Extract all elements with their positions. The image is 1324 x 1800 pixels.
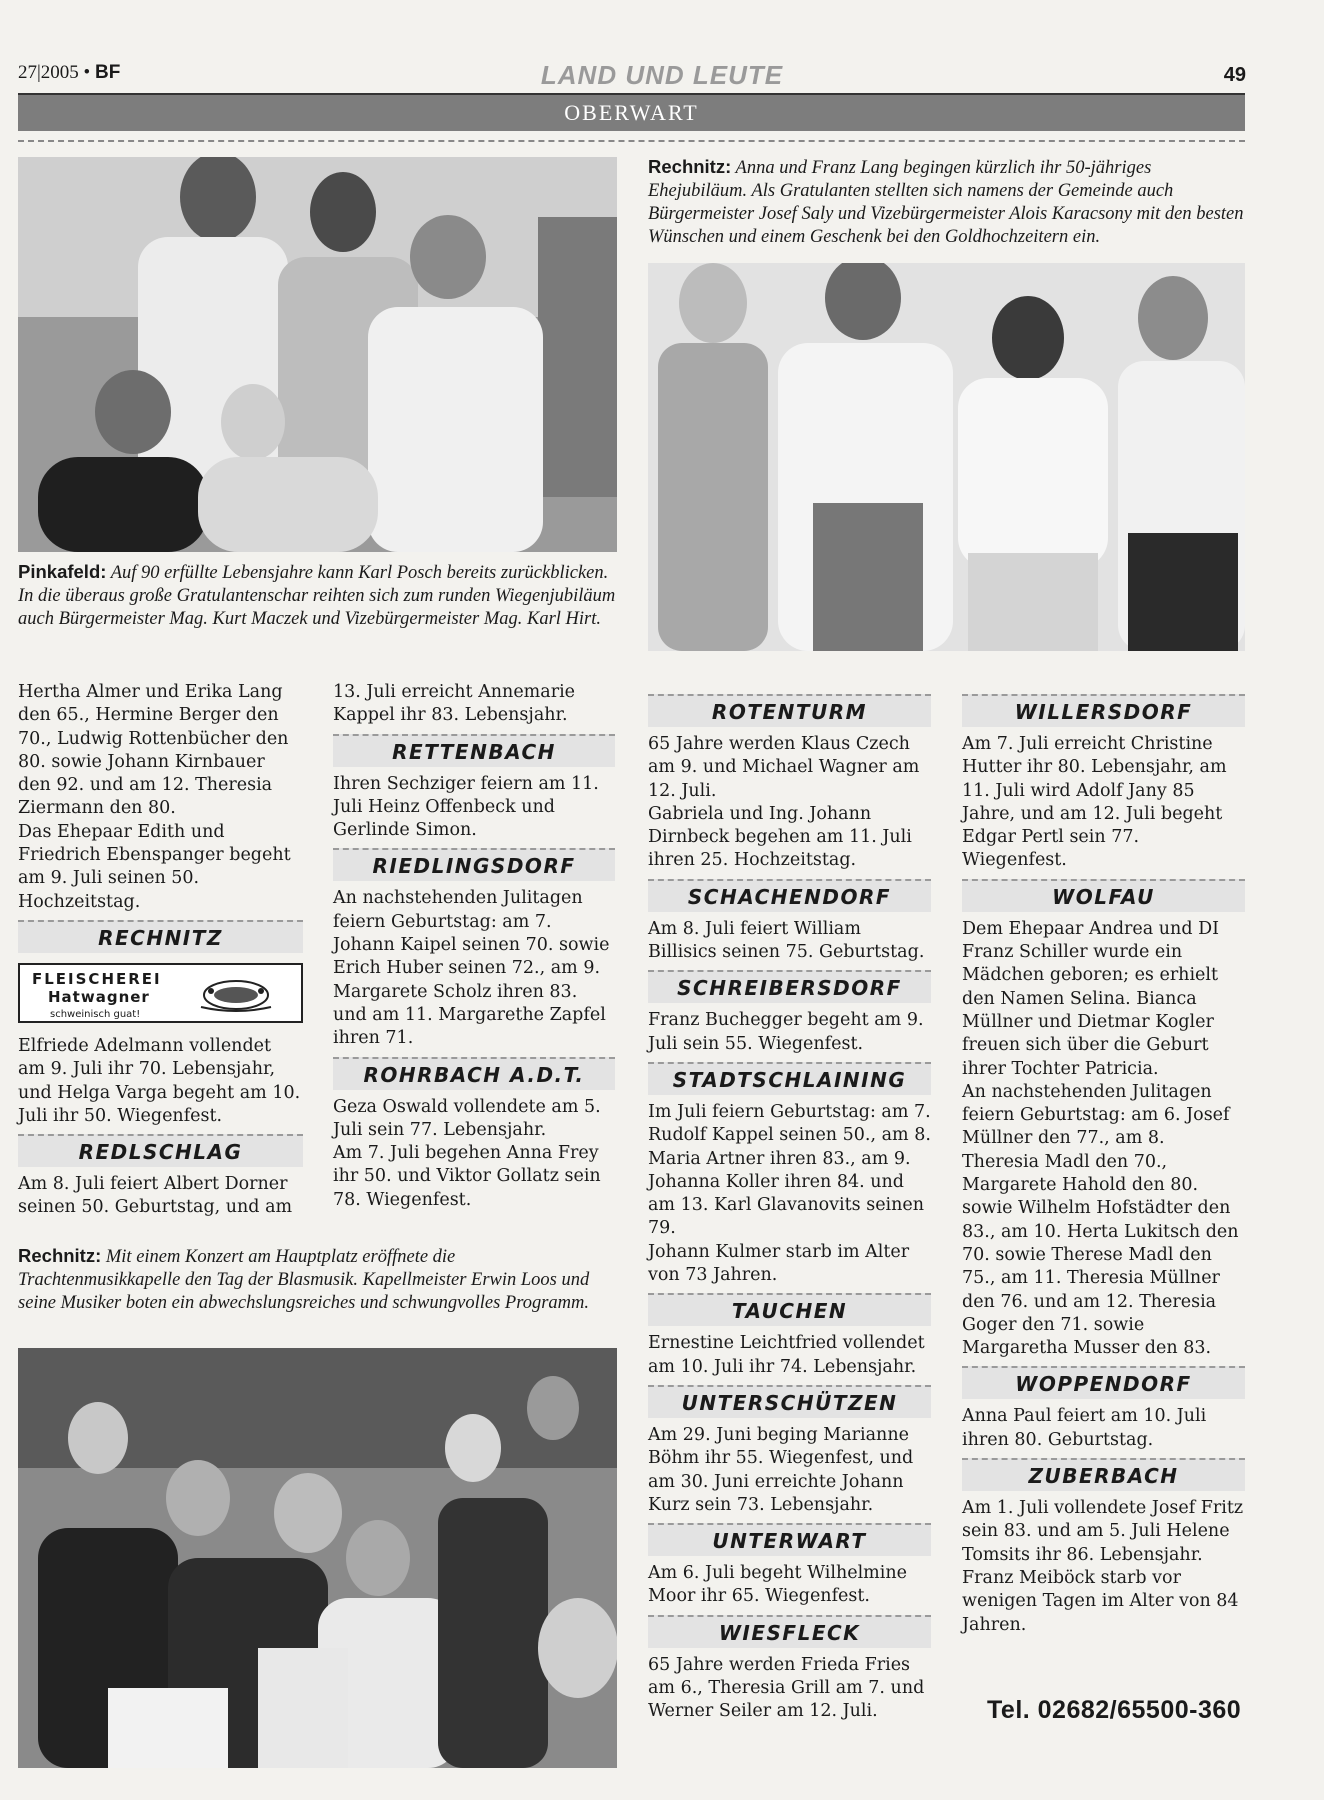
column-3 (648, 688, 931, 1724)
paragraph: Im Juli feiern Geburtstag: am 7. Rudolf Kappel seinen 50., am 8. Maria Artner ihren 83., am 9. Johanna Koller ihren 84. und am 13. Karl Glavanovits seinen 79. (648, 1101, 931, 1239)
section-heading-unterschuetzen: UNTERSCHÜTZEN (648, 1385, 931, 1418)
paragraph: Gabriela und Ing. Johann Dirnbeck begehen am 11. Juli ihren 25. Hochzeitstag. (648, 803, 912, 871)
section-heading-schachendorf: SCHACHENDORF (648, 879, 931, 912)
caption-pinkafeld (18, 560, 618, 631)
paragraph: Am 29. Juni beging Marianne Böhm ihr 55. Wiegenfest, und am 30. Juni erreichte Johann Kurz sein 73. Lebensjahr. (648, 1424, 914, 1515)
section-heading-zuberbach: ZUBERBACH (962, 1458, 1245, 1491)
advertisement-fleischerei (18, 963, 303, 1023)
contact-phone: Tel. 02682/65500-360 (987, 1696, 1242, 1724)
caption-location: Rechnitz: (648, 156, 732, 177)
photo-pinkafeld-group (18, 157, 617, 552)
paragraph: Am 6. Juli begeht Wilhelmine Moor ihr 65. Wiegenfest. (648, 1563, 907, 1607)
column-2 (333, 681, 615, 1212)
paragraph: Geza Oswald vollendete am 5. Juli sein 77. Lebensjahr. (333, 1096, 601, 1140)
section-heading-tauchen: TAUCHEN (648, 1293, 931, 1326)
section-heading-riedlingsdorf: RIEDLINGSDORF (333, 848, 615, 881)
section-heading-rettenbach: RETTENBACH (333, 734, 615, 767)
paragraph: Das Ehepaar Edith und Friedrich Ebenspanger begeht am 9. Juli seinen 50. Hochzeitstag. (18, 821, 291, 912)
paragraph: 65 Jahre werden Frieda Fries am 6., Theresia Grill am 7. und Werner Seiler am 12. Juli. (648, 1654, 925, 1722)
section-heading-schreibersdorf: SCHREIBERSDORF (648, 970, 931, 1003)
paragraph: Am 8. Juli feiert Albert Dorner seinen 50. Geburtstag, und am (18, 1174, 293, 1218)
paragraph: Franz Buchegger begeht am 9. Juli sein 55. Wiegenfest. (648, 1010, 924, 1054)
photo-rechnitz-jubilee (648, 263, 1245, 651)
paragraph: Hertha Almer und Erika Lang den 65., Hermine Berger den 70., Ludwig Rottenbücher den 80. sowie Johann Kirnbauer den 92. und am 12. Theresia Ziermann den 80. (18, 682, 289, 819)
caption-rechnitz-concert (18, 1244, 618, 1315)
section-heading-stadtschlaining: STADTSCHLAINING (648, 1062, 931, 1095)
paragraph: Ihren Sechziger feiern am 11. Juli Heinz Offenbeck und Gerlinde Simon. (333, 773, 599, 841)
paragraph: Dem Ehepaar Andrea und DI Franz Schiller wurde ein Mädchen geboren; es erhielt den Namen Selina. Bianca Müllner und Dietmar Kogler freuen sich über die Geburt ihrer Tochter Patricia. (962, 918, 1220, 1079)
paragraph: An nachstehenden Julitagen feiern Geburtstag: am 7. Johann Kaipel seinen 70. sowie Erich Huber seinen 72., am 9. Margarete Scholz ihren 83. und am 11. Margarethe Zapfel ihren 71. (333, 888, 610, 1049)
paragraph: Am 7. Juli erreicht Christine Hutter ihr 80. Lebensjahr, am 11. Juli wird Adolf Jany 85 Jahre, und am 12. Juli begeht Edgar Pertl sein 77. Wiegenfest. (962, 734, 1227, 871)
paragraph: Elfriede Adelmann vollendet am 9. Juli ihr 70. Lebensjahr, und Helga Varga begeht am 10. Juli ihr 50. Wiegenfest. (18, 1035, 301, 1126)
paragraph: Am 1. Juli vollendete Josef Fritz sein 83. und am 5. Juli Helene Tomsits ihr 86. Lebensjahr. (962, 1498, 1244, 1565)
pig-logo-icon (191, 971, 281, 1015)
section-heading-rohrbach: ROHRBACH A.D.T. (333, 1057, 615, 1090)
caption-text: Auf 90 erfüllte Lebensjahre kann Karl Posch bereits zurückblicken. In die überaus große Gratulantenschar reihten sich zum runden Wiegenjubiläum auch Bürgermeister Mag. Kurt Maczek und Vizebürgermeister Mag. Karl Hirt. (18, 563, 616, 629)
page-number: 49 (1223, 64, 1246, 86)
publication-name: BF (94, 62, 121, 83)
issue-label: 27|2005 • BF (18, 62, 121, 83)
photo-brass-band (18, 1348, 617, 1768)
paragraph: Johann Kulmer starb im Alter von 73 Jahren. (648, 1241, 910, 1286)
caption-location: Pinkafeld: (18, 561, 107, 582)
paragraph: Anna Paul feiert am 10. Juli ihren 80. Geburtstag. (962, 1406, 1207, 1450)
column-1 (18, 681, 303, 1220)
caption-text: Anna und Franz Lang begingen kürzlich ihr 50-jähriges Ehejubiläum. Als Gratulanten stellten sich namens der Gemeinde auch Bürgermeister Josef Saly und Vizebürgermeister Alois Karacsony mit den besten Wünschen und einem Geschenk bei den Goldhochzeitern ein. (648, 158, 1244, 247)
section-heading-willersdorf: WILLERSDORF (962, 694, 1245, 727)
section-heading-wiesfleck: WIESFLECK (648, 1615, 931, 1648)
paragraph: 65 Jahre werden Klaus Czech am 9. und Michael Wagner am 12. Juli. (648, 734, 920, 801)
section-heading-wolfau: WOLFAU (962, 879, 1245, 912)
paragraph: An nachstehenden Julitagen feiern Geburtstag: am 6. Josef Müllner den 77., am 8. Theresia Madl den 70., Margarete Hahold den 80. sowie Wilhelm Hofstädter den 83., am 10. Herta Lukitsch den 70. sowie Therese Madl den 75., am 11. Theresia Müllner den 76. und am 12. Theresia Goger den 71. sowie Margaretha Musser den 83. (962, 1081, 1239, 1359)
section-heading-rechnitz: RECHNITZ (18, 920, 303, 953)
column-4 (962, 688, 1245, 1637)
district-title: OBERWART (564, 100, 699, 125)
ad-name: Hatwagner (48, 987, 150, 1006)
paragraph: Am 7. Juli begehen Anna Frey ihr 50. und Viktor Gollatz sein 78. Wiegenfest. (333, 1143, 601, 1210)
ad-slogan: schweinisch guat! (50, 1008, 141, 1020)
section-title: LAND UND LEUTE (540, 60, 784, 90)
caption-rechnitz-jubilee (648, 155, 1248, 249)
paragraph: Franz Meiböck starb vor wenigen Tagen im Alter von 84 Jahren. (962, 1567, 1239, 1635)
header-divider (18, 140, 1245, 142)
section-heading-redlschlag: REDLSCHLAG (18, 1134, 303, 1167)
section-heading-unterwart: UNTERWART (648, 1523, 931, 1556)
caption-location: Rechnitz: (18, 1245, 102, 1266)
paragraph: Ernestine Leichtfried vollendet am 10. Juli ihr 74. Lebensjahr. (648, 1333, 925, 1377)
district-banner (18, 93, 1245, 131)
section-heading-rotenturm: ROTENTURM (648, 694, 931, 727)
paragraph: 13. Juli erreicht Annemarie Kappel ihr 83. Lebensjahr. (333, 682, 576, 726)
section-heading-woppendorf: WOPPENDORF (962, 1366, 1245, 1399)
caption-text: Mit einem Konzert am Hauptplatz eröffnete die Trachtenmusikkapelle den Tag der Blasmusik. Kapellmeister Erwin Loos und seine Musiker boten ein abwechslungsreiches und schwungvolles Programm. (18, 1247, 590, 1313)
ad-title: FLEISCHEREI (32, 969, 162, 988)
paragraph: Am 8. Juli feiert William Billisics seinen 75. Geburtstag. (648, 918, 925, 963)
